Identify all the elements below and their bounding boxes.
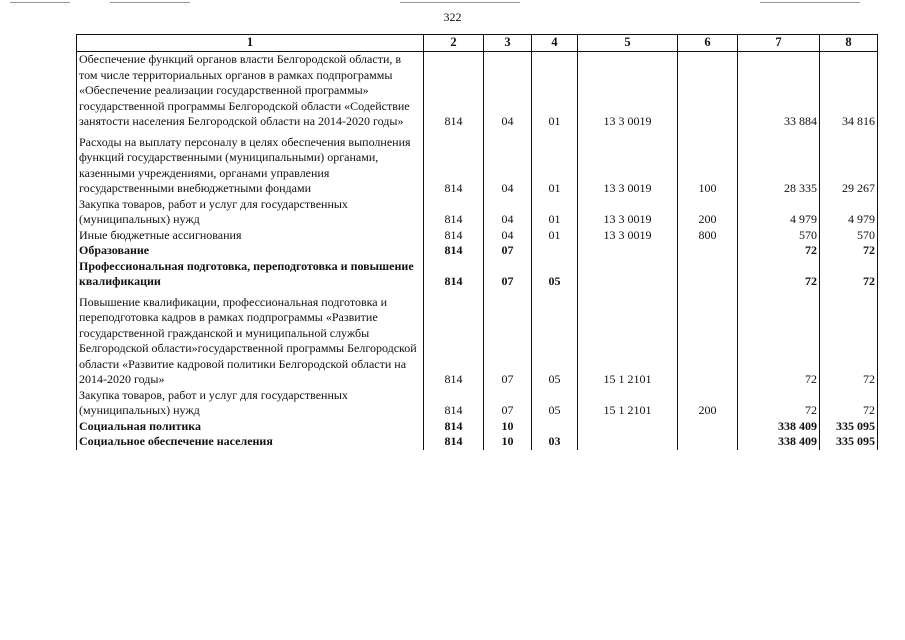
row-value-c8: 335 095 <box>820 434 878 450</box>
row-value-c7: 33 884 <box>738 52 820 130</box>
row-value-c4 <box>532 419 578 435</box>
row-value-c2: 814 <box>424 434 484 450</box>
row-value-c3: 07 <box>484 295 532 388</box>
table-row <box>77 228 878 244</box>
row-value-c3: 04 <box>484 228 532 244</box>
table-row <box>77 388 878 419</box>
row-value-c2: 814 <box>424 228 484 244</box>
column-header: 6 <box>678 35 738 52</box>
row-value-c8: 4 979 <box>820 197 878 228</box>
row-value-c8: 72 <box>820 259 878 290</box>
row-value-c6 <box>678 419 738 435</box>
row-value-c4: 05 <box>532 388 578 419</box>
row-value-c7: 570 <box>738 228 820 244</box>
table-row <box>77 295 878 388</box>
row-value-c5: 15 1 2101 <box>578 388 678 419</box>
row-value-c6 <box>678 52 738 130</box>
row-value-c5: 15 1 2101 <box>578 295 678 388</box>
row-value-c7: 72 <box>738 388 820 419</box>
row-name: Профессиональная подготовка, переподготовка и повышение квалификации <box>77 259 424 290</box>
column-header: 2 <box>424 35 484 52</box>
table-body <box>77 52 878 450</box>
row-value-c4: 01 <box>532 197 578 228</box>
row-value-c4: 01 <box>532 228 578 244</box>
row-value-c4: 01 <box>532 135 578 197</box>
row-value-c7: 72 <box>738 243 820 259</box>
row-value-c4 <box>532 243 578 259</box>
row-name: Закупка товаров, работ и услуг для государственных (муниципальных) нужд <box>77 197 424 228</box>
row-name: Социальное обеспечение населения <box>77 434 424 450</box>
row-value-c8: 34 816 <box>820 52 878 130</box>
row-value-c6: 100 <box>678 135 738 197</box>
row-value-c2: 814 <box>424 243 484 259</box>
row-value-c6 <box>678 259 738 290</box>
row-value-c5: 13 3 0019 <box>578 52 678 130</box>
row-value-c2: 814 <box>424 135 484 197</box>
row-value-c8: 29 267 <box>820 135 878 197</box>
column-header: 3 <box>484 35 532 52</box>
row-value-c6 <box>678 295 738 388</box>
row-value-c4: 05 <box>532 259 578 290</box>
row-value-c8: 72 <box>820 388 878 419</box>
row-value-c7: 4 979 <box>738 197 820 228</box>
column-header: 1 <box>77 35 424 52</box>
table-row <box>77 243 878 259</box>
budget-table <box>76 34 878 450</box>
row-value-c3: 07 <box>484 259 532 290</box>
row-value-c8: 335 095 <box>820 419 878 435</box>
row-value-c5 <box>578 434 678 450</box>
page-number: 322 <box>443 10 462 24</box>
row-value-c5 <box>578 419 678 435</box>
table-row <box>77 419 878 435</box>
row-name: Социальная политика <box>77 419 424 435</box>
row-name: Расходы на выплату персоналу в целях обеспечения выполнения функций государственными (муниципальными) органами, казенными учреждениями, органами управления государственными внебюджетными фондами <box>77 135 424 197</box>
row-value-c8: 72 <box>820 243 878 259</box>
column-header: 4 <box>532 35 578 52</box>
table-row <box>77 135 878 197</box>
row-value-c2: 814 <box>424 52 484 130</box>
row-value-c8: 570 <box>820 228 878 244</box>
table-row <box>77 52 878 130</box>
row-value-c5: 13 3 0019 <box>578 228 678 244</box>
row-value-c2: 814 <box>424 419 484 435</box>
row-value-c6: 800 <box>678 228 738 244</box>
row-value-c3: 04 <box>484 52 532 130</box>
row-name: Повышение квалификации, профессиональная подготовка и переподготовка кадров в рамках подпрограммы «Развитие государственной гражданской и муниципальной службы Белгородской области»государственной программы Белгородской области «Развитие кадровой политики Белгородской области на 2014-2020 годы» <box>77 295 424 388</box>
row-value-c2: 814 <box>424 259 484 290</box>
table-row <box>77 197 878 228</box>
row-value-c5 <box>578 243 678 259</box>
row-value-c2: 814 <box>424 197 484 228</box>
row-name: Закупка товаров, работ и услуг для государственных (муниципальных) нужд <box>77 388 424 419</box>
row-value-c4: 03 <box>532 434 578 450</box>
row-value-c3: 07 <box>484 243 532 259</box>
row-value-c7: 28 335 <box>738 135 820 197</box>
row-value-c7: 72 <box>738 295 820 388</box>
row-value-c3: 07 <box>484 388 532 419</box>
row-value-c6: 200 <box>678 197 738 228</box>
column-header: 8 <box>820 35 878 52</box>
row-value-c3: 04 <box>484 135 532 197</box>
row-value-c5: 13 3 0019 <box>578 197 678 228</box>
column-header: 5 <box>578 35 678 52</box>
row-value-c2: 814 <box>424 388 484 419</box>
row-value-c3: 10 <box>484 419 532 435</box>
row-value-c3: 10 <box>484 434 532 450</box>
row-value-c5 <box>578 259 678 290</box>
row-value-c4: 01 <box>532 52 578 130</box>
row-value-c6: 200 <box>678 388 738 419</box>
row-name: Иные бюджетные ассигнования <box>77 228 424 244</box>
row-value-c7: 72 <box>738 259 820 290</box>
row-value-c6 <box>678 243 738 259</box>
column-header: 7 <box>738 35 820 52</box>
row-value-c5: 13 3 0019 <box>578 135 678 197</box>
table-row <box>77 259 878 290</box>
row-value-c3: 04 <box>484 197 532 228</box>
row-value-c2: 814 <box>424 295 484 388</box>
row-value-c6 <box>678 434 738 450</box>
row-name: Обеспечение функций органов власти Белгородской области, в том числе территориальных органов в рамках подпрограммы «Обеспечение реализации государственной программы» государственной программы Белгородской области «Содействие занятости населения Белгородской области на 2014-2020 годы» <box>77 52 424 130</box>
row-value-c7: 338 409 <box>738 434 820 450</box>
row-name: Образование <box>77 243 424 259</box>
row-value-c7: 338 409 <box>738 419 820 435</box>
table-row <box>77 434 878 450</box>
table-header-row <box>77 35 878 52</box>
row-value-c4: 05 <box>532 295 578 388</box>
row-value-c8: 72 <box>820 295 878 388</box>
